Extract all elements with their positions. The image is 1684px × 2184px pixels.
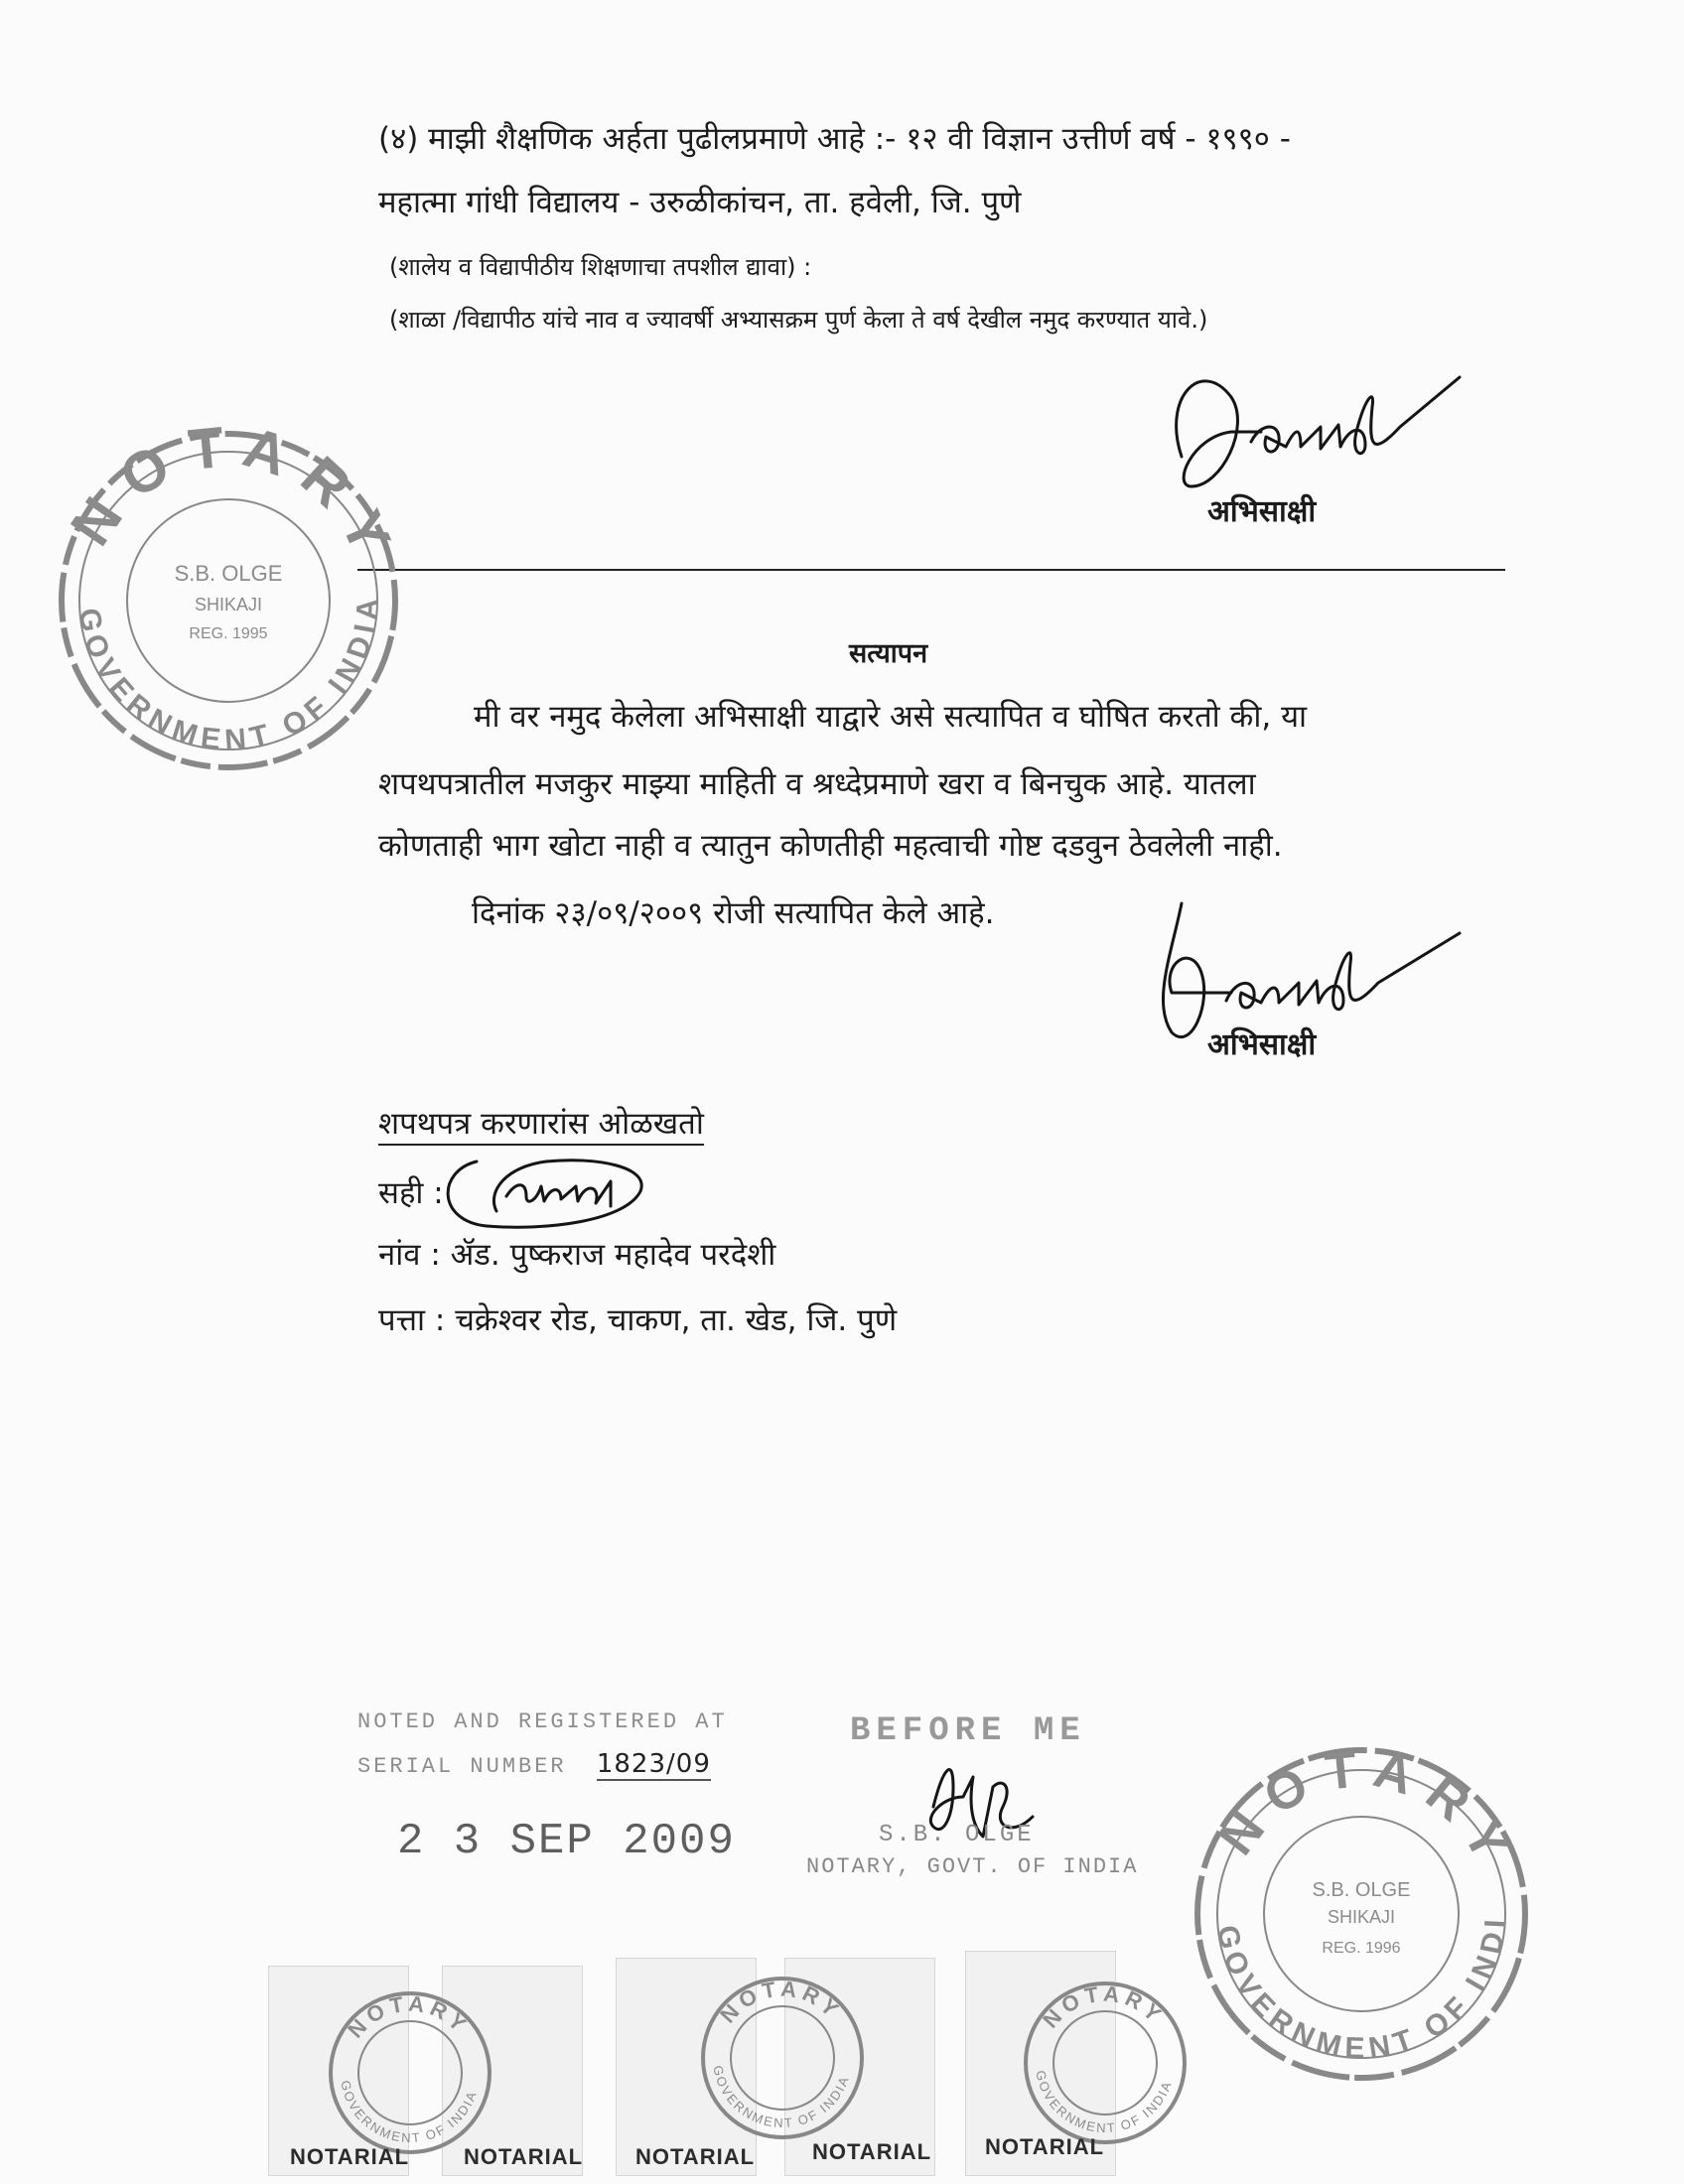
small-seal-1 bbox=[323, 1985, 497, 2160]
section-divider bbox=[357, 569, 1505, 571]
note-line1: (शालेय व विद्यापीठीय शिक्षणाचा तपशील द्यावा) : bbox=[389, 253, 812, 281]
notarial-label-2: NOTARIAL bbox=[464, 2144, 584, 2169]
notarial-label-5: NOTARIAL bbox=[985, 2134, 1105, 2159]
verification-line3: कोणताही भाग खोटा नाही व त्यातुन कोणतीही महत्वाची गोष्ट दडवुन ठेवलेली नाही. bbox=[378, 828, 1283, 864]
svg-text:NOTARY: NOTARY bbox=[1038, 1980, 1170, 2033]
verification-date-line: दिनांक २३/०९/२००९ रोजी सत्यापित केले आहे. bbox=[472, 895, 995, 931]
verification-line2: शपथपत्रातील मजकुर माझ्या माहिती व श्रध्देप्रमाणे खरा व बिनचुक आहे. यातला bbox=[378, 766, 1256, 802]
notary-seal-left bbox=[40, 412, 417, 789]
identifier-signature-label: सही : bbox=[378, 1175, 444, 1211]
svg-text:REG. 1995: REG. 1995 bbox=[189, 625, 268, 642]
svg-text:GOVERNMENT OF INDIA: GOVERNMENT OF INDIA bbox=[1166, 1706, 1513, 2066]
registration-line1: NOTED AND REGISTERED AT bbox=[357, 1709, 728, 1734]
verification-line1: मी वर नमुद केलेला अभिसाक्षी याद्वारे असे सत्यापित व घोषित करतो की, या bbox=[474, 699, 1308, 735]
svg-text:REG. 1996: REG. 1996 bbox=[1322, 1940, 1401, 1957]
notarial-label-4: NOTARIAL bbox=[812, 2139, 932, 2164]
identifier-heading-text: शपथपत्र करणारांस ओळखतो bbox=[378, 1106, 704, 1146]
before-me-label: BEFORE ME bbox=[850, 1712, 1086, 1750]
registration-serial-number: 1823/09 bbox=[596, 1749, 711, 1779]
notarial-label-1: NOTARIAL bbox=[290, 2144, 410, 2169]
registration-serial-label: SERIAL NUMBER bbox=[357, 1754, 567, 1779]
svg-text:NOTARY: NOTARY bbox=[343, 1990, 475, 2043]
signatory-label-2: अभिसाक्षी bbox=[1207, 1027, 1317, 1062]
verification-title: सत्यापन bbox=[849, 638, 928, 669]
notarial-label-3: NOTARIAL bbox=[635, 2144, 756, 2169]
svg-text:NOTARY: NOTARY bbox=[715, 1976, 847, 2028]
svg-text:SHIKAJI: SHIKAJI bbox=[1327, 1907, 1396, 1927]
identifier-address: पत्ता : चक्रेश्वर रोड, चाकण, ता. खेड, जि. पुणे bbox=[378, 1302, 898, 1338]
notary-name: S.B. OLGE bbox=[879, 1822, 1035, 1848]
svg-text:NOTARY: NOTARY bbox=[1207, 1739, 1527, 1884]
svg-text:SHIKAJI: SHIKAJI bbox=[194, 595, 263, 614]
svg-text:GOVERNMENT OF INDIA: GOVERNMENT OF INDIA bbox=[1033, 2069, 1176, 2136]
para4-line1: (४) माझी शैक्षणिक अर्हता पुढीलप्रमाणे आहे :- १२ वी विज्ञान उत्तीर्ण वर्ष - १९९० - bbox=[378, 121, 1291, 157]
para4-line2: महात्मा गांधी विद्यालय - उरुळीकांचन, ता. हवेली, जि. पुणे bbox=[378, 185, 1022, 220]
registration-date: 2 3 SEP 2009 bbox=[397, 1817, 736, 1866]
identifier-name: नांव : ॲड. पुष्कराज महादेव परदेशी bbox=[378, 1237, 776, 1273]
svg-text:GOVERNMENT OF INDIA: GOVERNMENT OF INDIA bbox=[710, 2064, 853, 2131]
identifier-signature bbox=[427, 1142, 665, 1241]
identifier-heading bbox=[378, 1102, 704, 1144]
deponent-signature-1 bbox=[1162, 338, 1479, 506]
notary-title: NOTARY, GOVT. OF INDIA bbox=[806, 1854, 1139, 1879]
svg-text:NOTARY: NOTARY bbox=[58, 413, 410, 579]
svg-text:GOVERNMENT OF INDIA: GOVERNMENT OF INDIA bbox=[338, 2079, 481, 2146]
svg-text:GOVERNMENT OF INDIA: GOVERNMENT OF INDIA bbox=[71, 592, 385, 757]
svg-text:S.B. OLGE: S.B. OLGE bbox=[174, 561, 283, 586]
notary-seal-right bbox=[1166, 1706, 1543, 2096]
signatory-label-1: अभिसाक्षी bbox=[1207, 494, 1317, 529]
registration-line2 bbox=[357, 1749, 711, 1779]
small-seal-3 bbox=[1018, 1976, 1193, 2150]
small-seal-2 bbox=[695, 1971, 870, 2145]
note-line2: (शाळा /विद्यापीठ यांचे नाव व ज्यावर्षी अभ्यासक्रम पुर्ण केला ते वर्ष देखील नमुद करण्यात यावे.) bbox=[389, 306, 1208, 334]
svg-text:S.B. OLGE: S.B. OLGE bbox=[1312, 1879, 1411, 1901]
